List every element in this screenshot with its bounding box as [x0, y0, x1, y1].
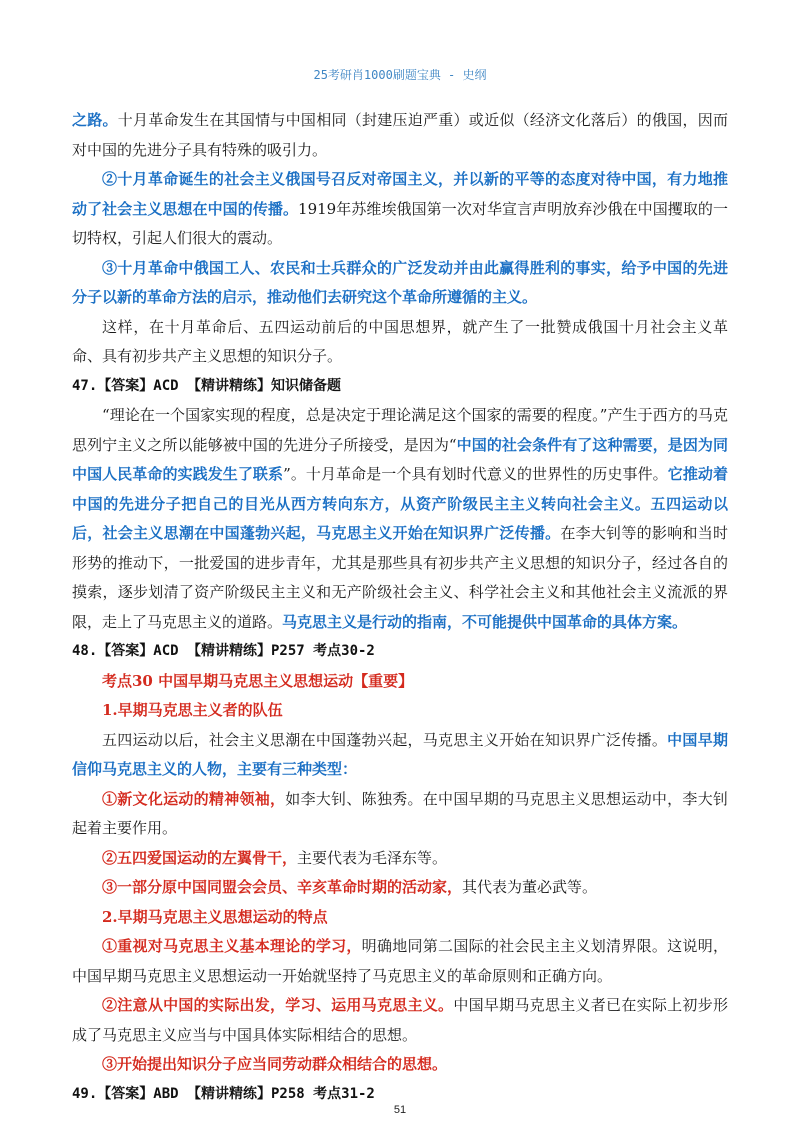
type-3-item	[72, 873, 728, 903]
highlight-text: 中国早期信仰马克思主义的人物，主要有三种类型：	[72, 730, 728, 778]
body-text: ”。十月革命是一个具有划时代意义的世界性的历史事件。	[283, 465, 668, 483]
page-content	[72, 106, 728, 1109]
highlight-text: 中国的社会条件有了这种需要，是因为同中国人民革命的实践发生了联系	[72, 435, 728, 483]
question-47-heading: 47.【答案】ACD 【精讲精练】知识储备题	[72, 377, 342, 394]
feature-3-item	[72, 1050, 728, 1080]
section-2-title: 2.早期马克思主义思想运动的特点	[102, 907, 328, 926]
question-49-heading: 49.【答案】ABD 【精讲精练】P258 考点31-2	[72, 1085, 375, 1102]
page-header: 25考研肖1000刷题宝典 - 史纲	[313, 68, 487, 82]
highlight-text: ③一部分原中国同盟会会员、辛亥革命时期的活动家，	[102, 878, 463, 896]
paragraph-point-2	[72, 165, 728, 254]
body-text: “理论在一个国家实现的程度，总是决定于理论满足这个国家的需要的程度。”产生于西方的马克思列宁主义之所以能够被中国的先进分子所接受，是因为“	[72, 406, 728, 454]
question-47-explanation	[72, 401, 728, 637]
section-1-title: 1.早期马克思主义者的队伍	[102, 701, 283, 719]
body-text: 如李大钊、陈独秀。在中国早期的马克思主义思想运动中，李大钊起着主要作用。	[72, 789, 728, 837]
highlight-text: ①新文化运动的精神领袖，	[102, 789, 286, 808]
highlight-text: 它推动着中国的先进分子把自己的目光从西方转向东方，从资产阶级民主主义转向社会主义。五四运动以后，社会主义思潮在中国蓬勃兴起，马克思主义开始在知识界广泛传播。	[72, 465, 728, 542]
paragraph-october-revolution-attraction	[72, 106, 728, 165]
highlight-text: ①重视对马克思主义基本理论的学习，	[102, 937, 362, 955]
highlight-text: ③十月革命中俄国工人、农民和士兵群众的广泛发动并由此赢得胜利的事实，给予中国的先进分子以新的革命方法的启示，推动他们去研究这个革命所遵循的主义。	[72, 258, 728, 306]
body-text: 主要代表为毛泽东等。	[297, 848, 448, 867]
highlight-text: ②十月革命诞生的社会主义俄国号召反对帝国主义，并以新的平等的态度对待中国，有力地推动了社会主义思想在中国的传播。	[72, 170, 728, 218]
type-2-item	[72, 844, 728, 874]
topic-title: 考点30 中国早期马克思主义思想运动【重要】	[102, 671, 414, 690]
feature-1-item	[72, 932, 728, 991]
paragraph-summary: 这样，在十月革命后、五四运动前后的中国思想界，就产生了一批赞成俄国十月社会主义革命、具有初步共产主义思想的知识分子。	[72, 317, 728, 365]
body-text: 十月革命发生在其国情与中国相同（封建压迫严重）或近似（经济文化落后）的俄国，因而对中国的先进分子具有特殊的吸引力。	[72, 111, 728, 159]
section-1-intro	[72, 726, 728, 785]
body-text: 中国早期马克思主义者已在实际上初步形成了马克思主义应当与中国具体实际相结合的思想。	[72, 996, 728, 1044]
highlight-text: 马克思主义是行动的指南，不可能提供中国革命的具体方案。	[282, 612, 688, 631]
body-text: 1919年苏维埃俄国第一次对华宣言声明放弃沙俄在中国攫取的一切特权，引起人们很大的震动。	[72, 199, 728, 247]
feature-2-item	[72, 991, 728, 1050]
highlight-text: ③开始提出知识分子应当同劳动群众相结合的思想。	[102, 1055, 448, 1073]
highlight-text: 之路。	[72, 111, 118, 129]
page-number: 51	[393, 1104, 407, 1116]
highlight-text: ②五四爱国运动的左翼骨干，	[102, 848, 298, 867]
question-48-heading: 48.【答案】ACD 【精讲精练】P257 考点30-2	[72, 643, 375, 659]
paragraph-point-3	[72, 254, 728, 313]
body-text: 五四运动以后，社会主义思潮在中国蓬勃兴起，马克思主义开始在知识界广泛传播。	[102, 730, 668, 749]
body-text: 其代表为董必武等。	[462, 878, 598, 896]
highlight-text: ②注意从中国的实际出发，学习、运用马克思主义。	[102, 996, 454, 1014]
body-text: 在李大钊等的影响和当时形势的推动下，一批爱国的进步青年，尤其是那些具有初步共产主义思想的知识分子，经过各自的摸索，逐步划清了资产阶级民主主义和无产阶级社会主义、科学社会主义和其他社会主义流派的界限，走上了马克思主义的道路。	[72, 524, 728, 631]
body-text: 明确地同第二国际的社会民主主义划清界限。这说明，中国早期马克思主义思想运动一开始就坚持了马克思主义的革命原则和正确方向。	[72, 937, 728, 985]
type-1-item	[72, 785, 728, 844]
